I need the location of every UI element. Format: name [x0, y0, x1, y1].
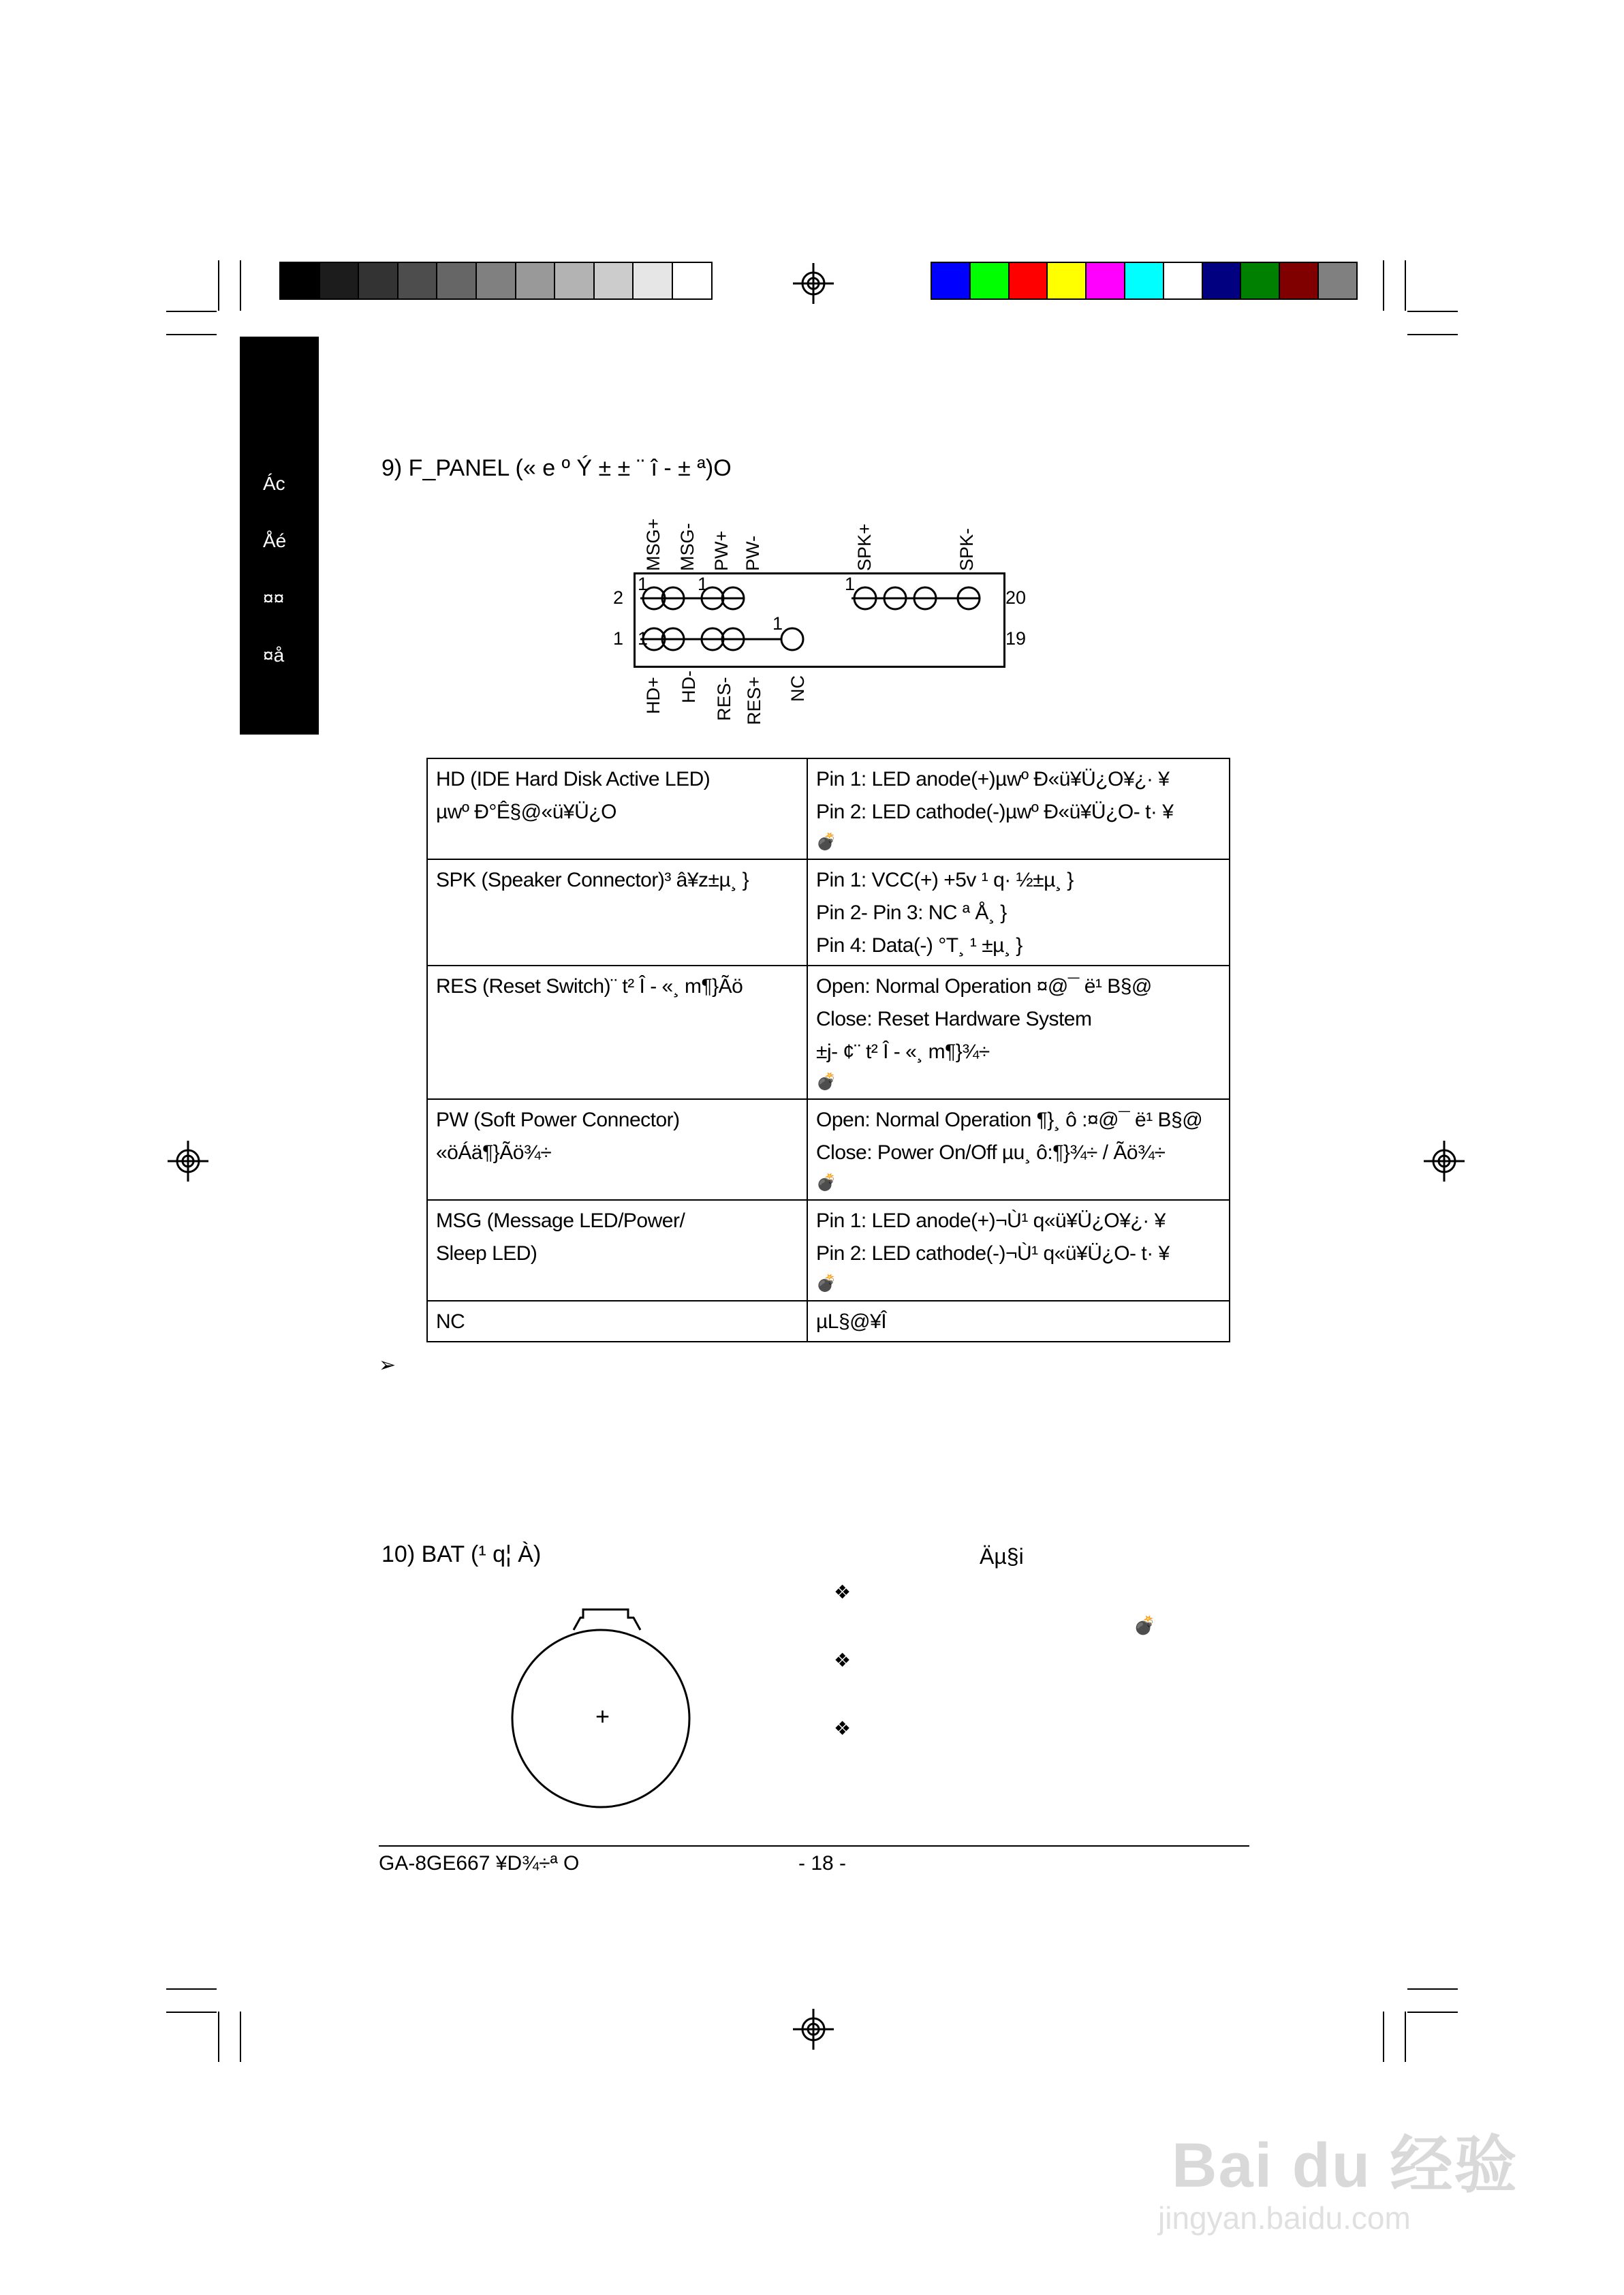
- cell-line: Open: Normal Operation ¶}¸ ô :¤@¯ ë¹ B§@: [816, 1109, 1203, 1131]
- diamond-bullet-icon: ❖: [834, 1650, 852, 1671]
- pin-label-spk-minus: SPK-: [956, 527, 977, 571]
- row-number-top-left: 2: [613, 587, 624, 608]
- diamond-bullet-icon: ❖: [834, 1718, 852, 1739]
- crop-mark: [240, 260, 241, 311]
- watermark-logo: Bai du 经验: [1172, 2131, 1518, 2200]
- pin-label-msg-plus: MSG+: [643, 518, 663, 571]
- registration-mark-icon: [1422, 1139, 1466, 1183]
- color-swatch: [593, 262, 634, 300]
- crop-mark: [166, 2012, 217, 2013]
- color-swatch: [1163, 262, 1203, 300]
- bomb-icon: 💣: [816, 1274, 837, 1293]
- color-swatch: [672, 262, 713, 300]
- sidebar-label: Åé: [263, 530, 287, 551]
- diamond-bullet-icon: ❖: [834, 1582, 852, 1603]
- cell-line: Pin 4: Data(-) °T¸ ¹ ±µ¸ }: [816, 934, 1022, 957]
- crop-mark: [218, 260, 219, 311]
- cell-line: µL§@¥Î: [816, 1310, 887, 1333]
- pin-label-hd-plus: HD+: [643, 677, 663, 714]
- crop-mark: [1383, 2012, 1384, 2062]
- pin-label-pw-minus: PW-: [743, 536, 763, 571]
- color-swatch: [515, 262, 556, 300]
- cell-line: Close: Power On/Off µu¸ ô:¶}¾÷ / Ãö¾÷: [816, 1141, 1166, 1164]
- color-swatch: [1240, 262, 1280, 300]
- color-swatch: [1317, 262, 1358, 300]
- bat-heading: 10) BAT (¹ q¦ À): [381, 1541, 542, 1567]
- row-number-bottom-right: 19: [1005, 628, 1027, 649]
- warning-heading: Äµ§i: [980, 1544, 1024, 1569]
- crop-mark: [240, 2012, 241, 2062]
- color-swatch: [1046, 262, 1087, 300]
- color-swatch: [969, 262, 1010, 300]
- color-swatch: [319, 262, 360, 300]
- row-number-top-right: 20: [1005, 587, 1027, 608]
- pin-label-spk-plus: SPK+: [854, 523, 875, 571]
- cell-line: Pin 2- Pin 3: NC ª Å¸ }: [816, 902, 1007, 924]
- table-cell: [427, 1099, 807, 1200]
- cell-line: NC: [436, 1310, 465, 1333]
- crop-mark: [1407, 334, 1458, 335]
- footer-model: GA-8GE667 ¥D¾÷ª O: [379, 1852, 580, 1875]
- arrow-bullet-icon: ➢: [379, 1354, 396, 1376]
- cell-line: Pin 1: VCC(+) +5v ¹ q· ½±µ¸ }: [816, 869, 1074, 891]
- page-number: - 18 -: [798, 1852, 847, 1875]
- color-swatch: [1124, 262, 1164, 300]
- cell-line: Pin 1: LED anode(+)¬Ù¹ q«ü¥Ü¿O¥¿· ¥: [816, 1210, 1166, 1232]
- cell-line: Sleep LED): [436, 1242, 537, 1265]
- table-row: [427, 1099, 1230, 1200]
- pin-label-res-minus: RES-: [714, 677, 734, 721]
- cell-line: «öÁä¶}Ãö¾÷: [436, 1141, 552, 1164]
- chapter-sidebar: [240, 337, 319, 735]
- color-swatch: [279, 262, 320, 300]
- pin-one-marker: 1: [698, 574, 708, 594]
- pin-one-marker: 1: [772, 613, 783, 634]
- crop-mark: [1405, 2012, 1406, 2062]
- color-swatch: [1008, 262, 1048, 300]
- table-cell: [807, 1200, 1230, 1301]
- fpanel-heading: 9) F_PANEL (« e º Ý ± ± ¨ î - ± ª)O: [381, 455, 732, 481]
- table-row: [427, 758, 1230, 859]
- battery-plus-sign: +: [595, 1702, 610, 1730]
- crop-mark: [166, 1988, 217, 1990]
- crop-mark: [218, 2012, 219, 2062]
- color-swatch: [931, 262, 971, 300]
- color-swatch: [1202, 262, 1242, 300]
- watermark-url: jingyan.baidu.com: [1158, 2200, 1411, 2236]
- footer-rule: [379, 1845, 1249, 1847]
- table-cell: [427, 859, 807, 966]
- registration-mark-icon: [792, 2007, 835, 2051]
- table-row: [427, 966, 1230, 1099]
- table-cell: [807, 1099, 1230, 1200]
- table-row: [427, 1301, 1230, 1342]
- pin-label-res-plus: RES+: [744, 676, 764, 725]
- color-swatch: [1085, 262, 1125, 300]
- pin-one-marker: 1: [845, 574, 856, 594]
- table-cell: [427, 1301, 807, 1342]
- sidebar-label: ¤å: [263, 645, 285, 666]
- sidebar-label: Ác: [263, 473, 285, 494]
- crop-mark: [1407, 1988, 1458, 1990]
- cell-line: Open: Normal Operation ¤@¯ ë¹ B§@: [816, 975, 1152, 998]
- cell-line: PW (Soft Power Connector): [436, 1109, 680, 1131]
- color-swatch: [632, 262, 673, 300]
- table-cell: [427, 966, 807, 1099]
- pin-label-pw-plus: PW+: [711, 530, 732, 571]
- cell-line: Pin 2: LED cathode(-)µwº Ð«ü¥Ü¿O- t· ¥: [816, 801, 1174, 823]
- bomb-icon: 💣: [816, 1073, 837, 1091]
- table-row: [427, 1200, 1230, 1301]
- fpanel-function-table: [426, 758, 1230, 1342]
- crop-mark: [166, 334, 217, 335]
- table-row: [427, 859, 1230, 966]
- cell-line: SPK (Speaker Connector)³ â¥z±µ¸ }: [436, 869, 749, 891]
- pin-one-marker: 1: [638, 574, 649, 594]
- crop-mark: [166, 311, 217, 312]
- pin-label-hd-minus: HD-: [678, 671, 699, 703]
- color-swatch: [1279, 262, 1319, 300]
- bomb-icon: 💣: [1134, 1615, 1156, 1635]
- cell-line: MSG (Message LED/Power/: [436, 1210, 685, 1232]
- table-cell: [807, 1301, 1230, 1342]
- cell-line: HD (IDE Hard Disk Active LED): [436, 768, 710, 790]
- bomb-icon: 💣: [816, 833, 837, 851]
- pin-one-marker: 1: [638, 628, 649, 649]
- cell-line: Close: Reset Hardware System: [816, 1008, 1092, 1030]
- crop-mark: [1407, 311, 1458, 312]
- pin-label-nc: NC: [787, 675, 808, 702]
- cell-line: Pin 1: LED anode(+)µwº Ð«ü¥Ü¿O¥¿· ¥: [816, 768, 1170, 790]
- crop-mark: [1407, 2012, 1458, 2013]
- color-swatch: [436, 262, 477, 300]
- connector-pins: [634, 572, 1005, 668]
- cell-line: µwº Ð°Ê§@«ü¥Ü¿O: [436, 801, 616, 823]
- cell-line: ±j- ¢¨ t² Î - «¸ m¶}¾÷: [816, 1041, 990, 1063]
- color-swatch: [554, 262, 595, 300]
- crop-mark: [1405, 260, 1406, 311]
- table-cell: [427, 758, 807, 859]
- color-swatch: [397, 262, 438, 300]
- cell-line: Pin 2: LED cathode(-)¬Ù¹ q«ü¥Ü¿O- t· ¥: [816, 1242, 1170, 1265]
- bomb-icon: 💣: [816, 1173, 837, 1192]
- table-cell: [807, 966, 1230, 1099]
- sidebar-label: ¤¤: [263, 587, 285, 609]
- color-swatch: [358, 262, 399, 300]
- pin-label-msg-minus: MSG-: [677, 523, 698, 571]
- registration-mark-icon: [792, 262, 835, 305]
- cell-line: RES (Reset Switch)¨ t² Î - «¸ m¶}Ãö: [436, 975, 743, 998]
- table-cell: [807, 859, 1230, 966]
- table-cell: [807, 758, 1230, 859]
- color-swatch: [475, 262, 516, 300]
- registration-mark-icon: [166, 1139, 210, 1183]
- row-number-bottom-left: 1: [613, 628, 624, 649]
- crop-mark: [1383, 260, 1384, 311]
- table-cell: [427, 1200, 807, 1301]
